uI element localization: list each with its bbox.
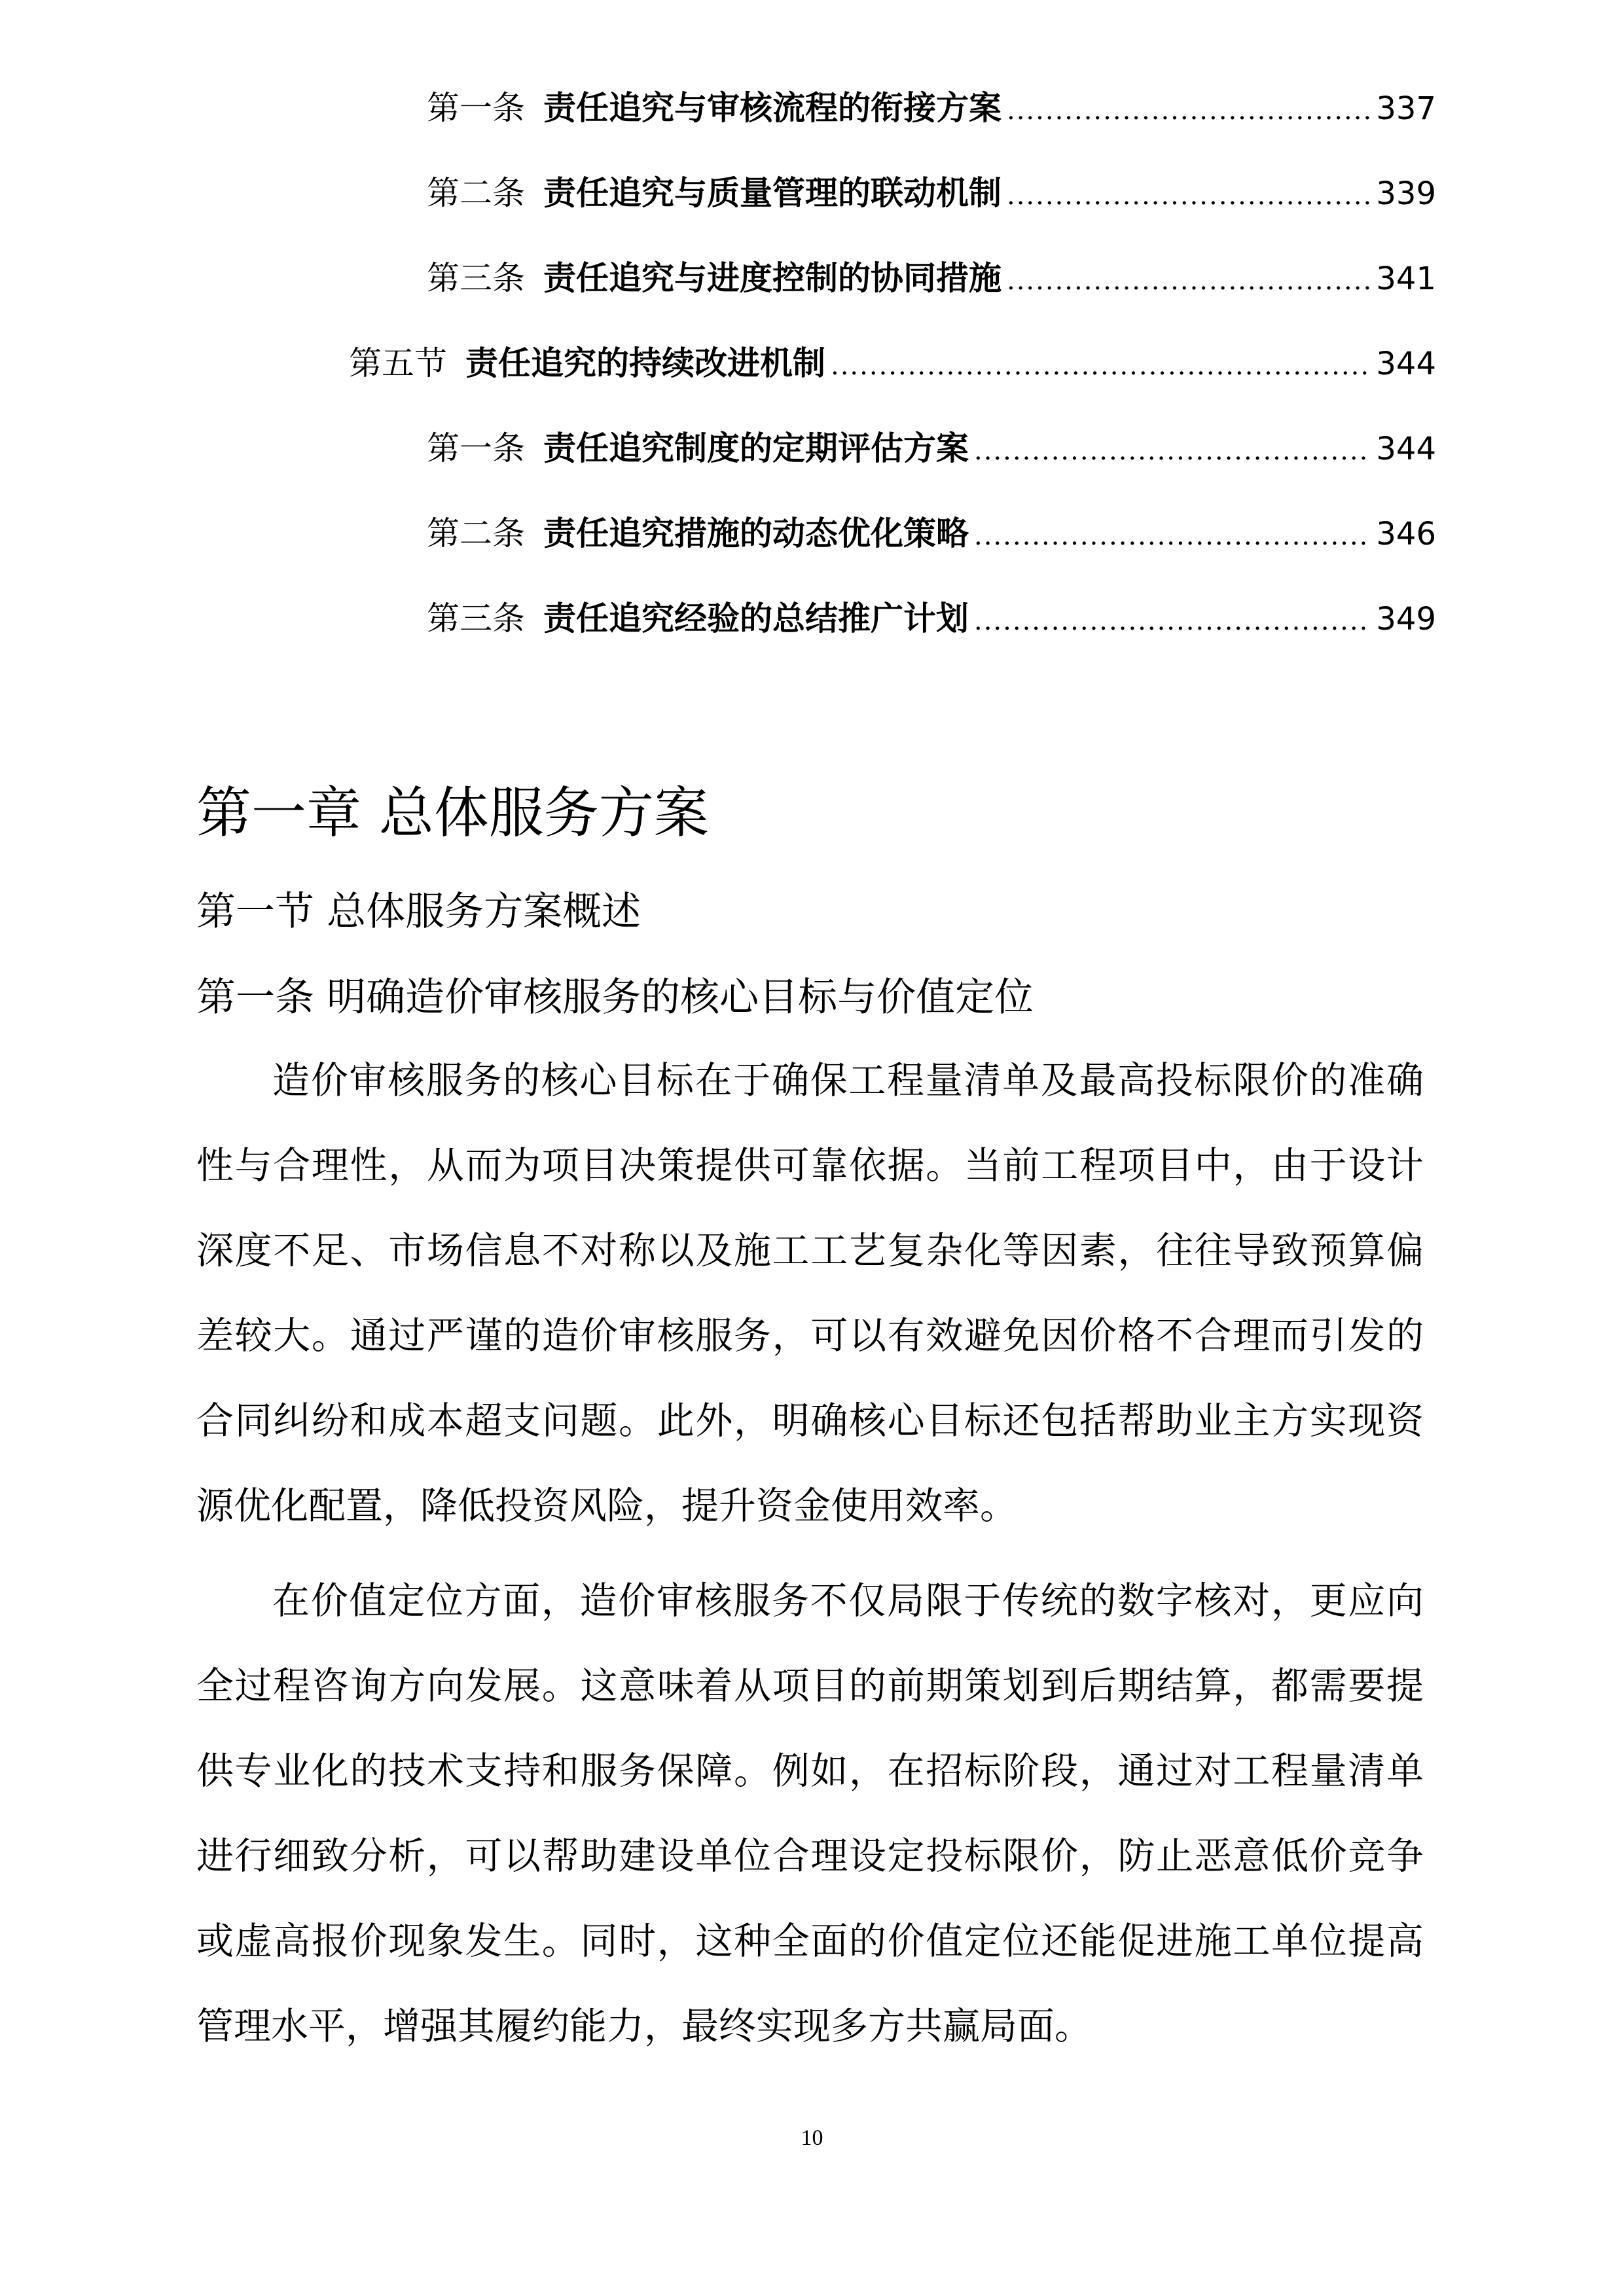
article-heading: 第一条 明确造价审核服务的核心目标与价值定位: [196, 975, 1034, 1020]
section-heading: 第一节 总体服务方案概述: [196, 889, 641, 935]
toc-leader: [831, 351, 1371, 381]
paragraph-line: 造价审核服务的核心目标在于确保工程量清单及最高投标限价的准确: [272, 1059, 1424, 1102]
toc-number: 第五节: [349, 344, 447, 382]
toc-entry[interactable]: [427, 507, 1436, 553]
toc-title: 责任追究与审核流程的衔接方案: [543, 88, 1001, 127]
toc-page: 337: [1376, 90, 1436, 127]
toc-page: 341: [1376, 260, 1436, 297]
toc-title: 责任追究措施的动态优化策略: [543, 514, 969, 552]
toc-leader: [974, 521, 1371, 551]
toc-title: 责任追究的持续改进机制: [465, 344, 825, 382]
toc-leader: [974, 436, 1371, 466]
toc-page: 339: [1376, 175, 1436, 212]
paragraph-line: 供专业化的技术支持和服务保障。例如，在招标阶段，通过对工程量清单: [196, 1749, 1424, 1793]
toc-page: 346: [1376, 516, 1436, 552]
paragraph-line: 合同纠纷和成本超支问题。此外，明确核心目标还包括帮助业主方实现资: [196, 1399, 1424, 1443]
paragraph-line: 差较大。通过严谨的造价审核服务，可以有效避免因价格不合理而引发的: [196, 1314, 1424, 1357]
toc-leader: [1007, 266, 1371, 296]
toc-entry[interactable]: [427, 592, 1436, 638]
toc-number: 第二条: [427, 174, 525, 212]
toc-title: 责任追究经验的总结推广计划: [543, 599, 969, 637]
toc-leader: [1007, 96, 1371, 126]
paragraph-line: 全过程咨询方向发展。这意味着从项目的前期策划到后期结算，都需要提: [196, 1664, 1424, 1708]
toc-number: 第二条: [427, 514, 525, 552]
toc-entry[interactable]: [349, 337, 1436, 383]
paragraph-line: 进行细致分析，可以帮助建设单位合理设定投标限价，防止恶意低价竞争: [196, 1835, 1424, 1878]
toc-entry[interactable]: [427, 252, 1436, 298]
toc-entry[interactable]: [427, 82, 1436, 128]
toc-entry[interactable]: [427, 422, 1436, 468]
paragraph-line: 或虚高报价现象发生。同时，这种全面的价值定位还能促进施工单位提高: [196, 1920, 1424, 1963]
toc-title: 责任追究与质量管理的联动机制: [543, 173, 1001, 212]
paragraph-line: 深度不足、市场信息不对称以及施工工艺复杂化等因素，往往导致预算偏: [196, 1229, 1424, 1272]
toc-leader: [974, 606, 1371, 636]
paragraph-line: 在价值定位方面，造价审核服务不仅局限于传统的数字核对，更应向: [272, 1579, 1424, 1623]
chapter-heading: 第一章 总体服务方案: [196, 781, 709, 845]
toc-number: 第三条: [427, 600, 525, 637]
paragraph-line: 性与合理性，从而为项目决策提供可靠依据。当前工程项目中，由于设计: [196, 1144, 1424, 1187]
toc-number: 第一条: [427, 429, 525, 467]
toc-number: 第一条: [427, 89, 525, 127]
toc-title: 责任追究与进度控制的协同措施: [543, 259, 1001, 297]
toc-entry[interactable]: [427, 167, 1436, 213]
toc-number: 第三条: [427, 259, 525, 297]
paragraph-line: 管理水平，增强其履约能力，最终实现多方共赢局面。: [196, 2005, 1092, 2048]
toc-page: 344: [1376, 346, 1436, 382]
toc-page: 344: [1376, 431, 1436, 467]
page-number: 10: [801, 2126, 823, 2150]
toc-page: 349: [1376, 601, 1436, 637]
toc-title: 责任追究制度的定期评估方案: [543, 429, 969, 467]
toc-leader: [1007, 181, 1371, 211]
paragraph-line: 源优化配置，降低投资风险，提升资金使用效率。: [196, 1484, 1017, 1528]
